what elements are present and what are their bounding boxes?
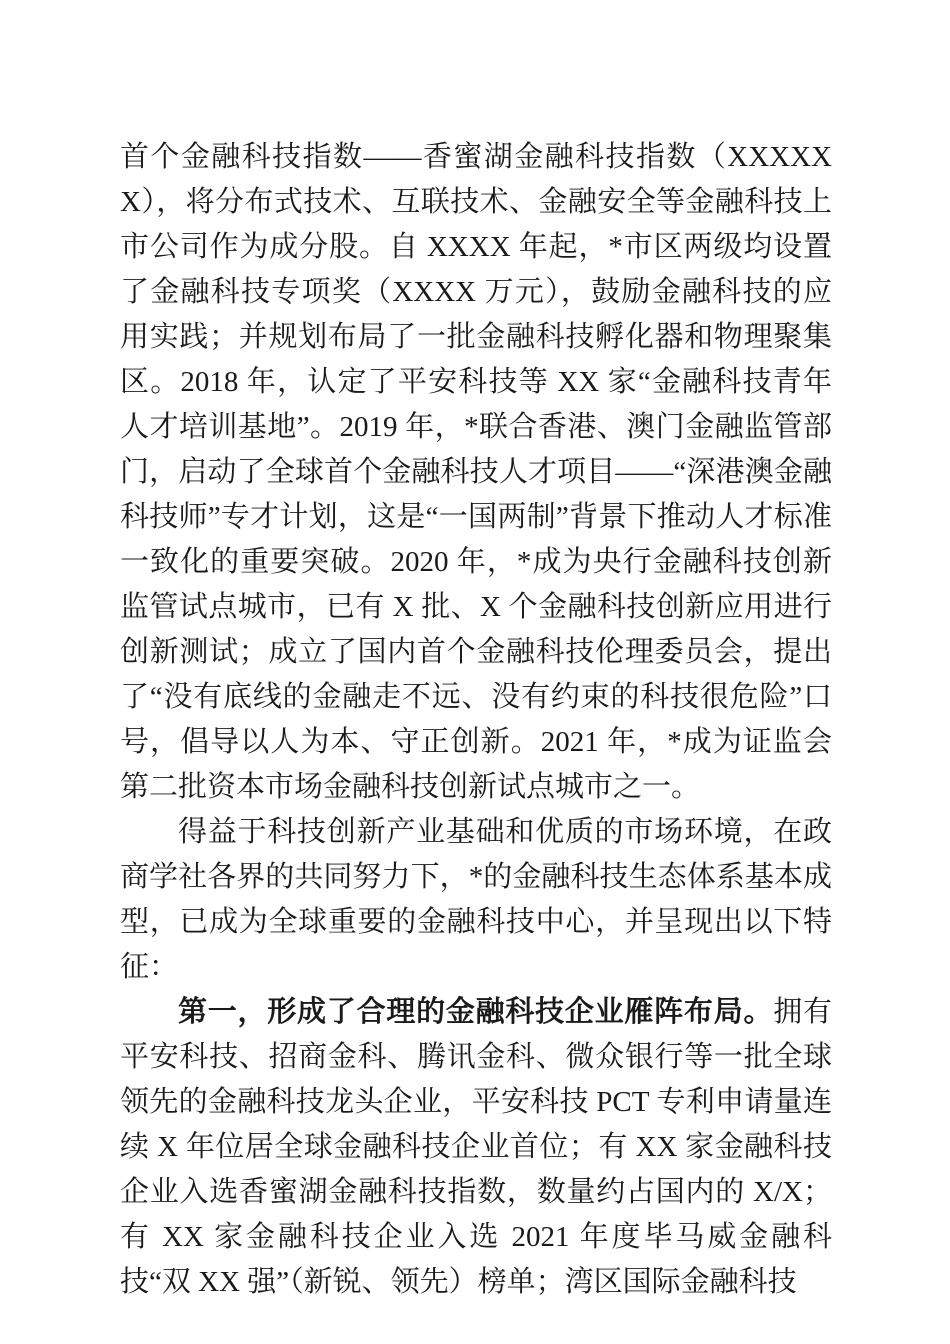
paragraph-continuation [120,135,832,810]
paragraph-summary [120,810,832,990]
paragraph-text: 首个金融科技指数——香蜜湖金融科技指数（XXXXXX），将分布式技术、互联技术、金融安全等金融科技上市公司作为成分股。自 XXXX 年起，*市区两级均设置了金融科技专项奖（XXXX 万元），鼓励金融科技的应用实践；并规划布局了一批金融科技孵化器和物理聚集区。2018 年，认定了平安科技等 XX 家“金融科技青年人才培训基地”。2019 年，*联合香港、澳门金融监管部门，启动了全球首个金融科技人才项目——“深港澳金融科技师”专才计划，这是“一国两制”背景下推动人才标准一致化的重要突破。2020 年，*成为央行金融科技创新监管试点城市，已有 X 批、X 个金融科技创新应用进行创新测试；成立了国内首个金融科技伦理委员会，提出了“没有底线的金融走不远、没有约束的科技很危险”口号，倡导以人为本、守正创新。2021 年，*成为证监会第二批资本市场金融科技创新试点城市之一。 [120,141,832,803]
paragraph-text: 拥有平安科技、招商金科、腾讯金科、微众银行等一批全球领先的金融科技龙头企业，平安科技 PCT 专利申请量连续 X 年位居全球金融科技企业首位；有 XX 家金融科技企业入选香蜜湖金融科技指数，数量约占国内的 X/X；有 XX 家金融科技企业入选 2021 年度毕马威金融科技“双 XX 强”（新锐、领先）榜单；湾区国际金融科技 [120,996,832,1298]
paragraph-lead-bold: 第一，形成了合理的金融科技企业雁阵布局。 [178,996,774,1028]
paragraph-feature-one [120,990,832,1305]
paragraph-text: 得益于科技创新产业基础和优质的市场环境，在政商学社各界的共同努力下，*的金融科技生态体系基本成型，已成为全球重要的金融科技中心，并呈现出以下特征： [120,816,832,983]
